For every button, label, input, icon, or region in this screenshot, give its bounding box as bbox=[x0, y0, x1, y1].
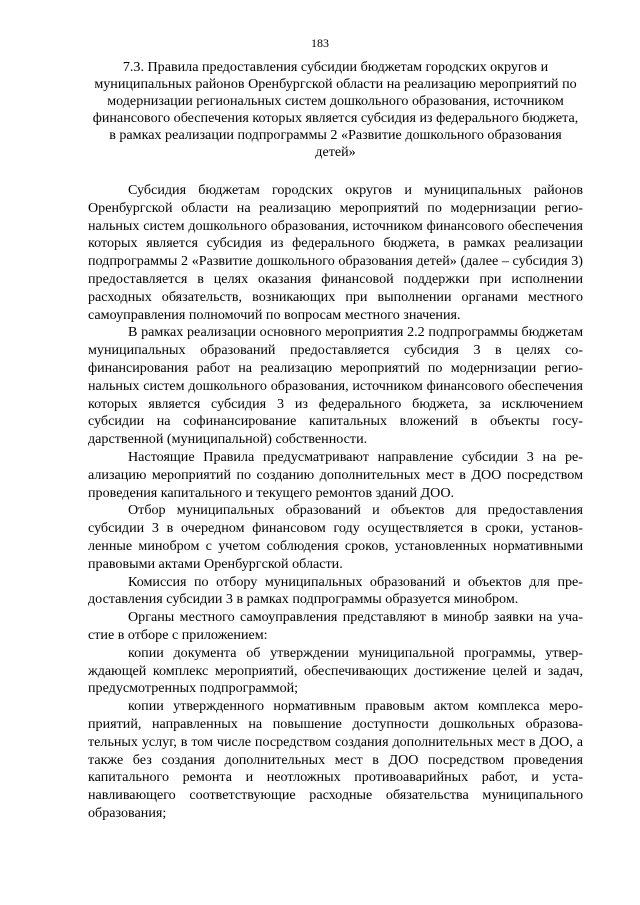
paragraph: копии документа об утверждении муниципальной программы, утверждающей комплекс мероприятий, обеспечивающих достижение целей и задач, предусмотренных подпрограммой; bbox=[88, 644, 583, 697]
document-body bbox=[88, 182, 583, 823]
page-number: 183 bbox=[311, 36, 329, 50]
paragraph: Комиссия по отбору муниципальных образований и объектов для предоставления субсидии 3 в рамках подпрограммы образуется минобром. bbox=[88, 573, 583, 608]
paragraph: копии утвержденного нормативным правовым актом комплекса мероприятий, направленных на повышение доступности дошкольных образовательных услуг, в том числе посредством создания дополнительных мест в ДОО, а также без создания дополнительных мест в ДОО посредством проведения капитального ремонта и неотложных противоаварийных работ, и устанавливающего соответствующие расходные обязательства муниципального образования; bbox=[88, 698, 583, 821]
paragraph: Субсидия бюджетам городских округов и муниципальных районов Оренбургской области на реализацию мероприятий по модернизации региональных систем дошкольного образования, источником финансового обеспечения которых является субсидия из федерального бюджета, в рамках реализации подпрограммы 2 «Развитие дошкольного образования детей» (далее – субсидия 3) предоставляется в целях оказания финансовой поддержки при исполнении расходных обязательств, возникающих при выполнении органами местного самоуправления полномочий по вопросам местного значения. bbox=[88, 182, 583, 323]
paragraph: Органы местного самоуправления представляют в минобр заявки на участие в отборе с приложением: bbox=[88, 609, 583, 643]
paragraph: Отбор муниципальных образований и объектов для предоставления субсидии 3 в очередном финансовом году осуществляется в сроки, установленные минобром с учетом соблюдения сроков, установленных нормативными правовыми актами Оренбургской области. bbox=[88, 502, 583, 572]
paragraph: Настоящие Правила предусматривают направление субсидии 3 на реализацию мероприятий по созданию дополнительных мест в ДОО посредством проведения капитального и текущего ремонтов зданий ДОО. bbox=[88, 448, 583, 501]
paragraph: В рамках реализации основного мероприятия 2.2 подпрограммы бюджетам муниципальных образований предоставляется субсидия 3 в целях софинансирования работ на реализацию мероприятий по модернизации региональных систем дошкольного образования, источником финансового обеспечения которых является субсидия 3 из федерального бюджета, за исключением субсидии на софинансирование капитальных вложений в объекты государственной (муниципальной) собственности. bbox=[88, 324, 583, 448]
section-heading: 7.3. Правила предоставления субсидии бюджетам городских округов и муниципальных районов Оренбургской области на реализацию мероприятий по модернизации региональных систем дошкольного образования, источником финансового обеспечения которых является субсидия из федерального бюджета, в рамках реализации подпрограммы 2 «Развитие дошкольного образования детей» bbox=[92, 59, 579, 160]
